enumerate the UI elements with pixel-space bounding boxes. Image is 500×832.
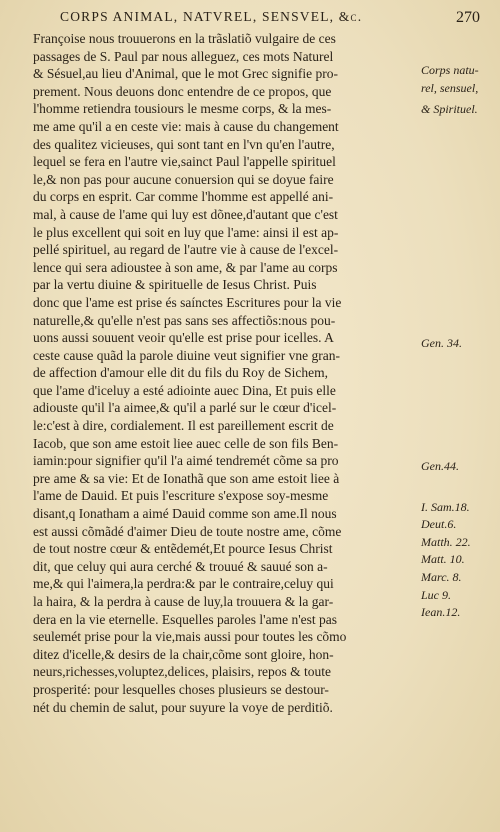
text-line: ditez d'icelle,& desirs de la chair,cõme sont gloire, hon-	[33, 646, 334, 662]
text-line: des qualitez vicieuses, qui sont tant en l'vn qu'en l'autre,	[33, 136, 335, 152]
text-line: naturelle,& qu'elle n'est pas sans ses affectiõs:nous pou-	[33, 312, 336, 328]
body-text	[33, 30, 418, 716]
text-line: iamin:pour signifier qu'il l'a aimé tendremét cõme sa pro	[33, 453, 339, 469]
text-line: Françoise nous trouuerons en la trãslatiõ vulgaire de ces	[33, 31, 336, 46]
margin-note: & Spirituel.	[421, 101, 478, 116]
text-line: l'ame de Dauid. Et puis l'escriture s'expose soy-mesme	[33, 488, 329, 504]
page-header	[60, 9, 480, 31]
margin-note: Luc 9.	[421, 587, 451, 602]
text-line: mal, à cause de l'ame qui luy est dõnee,d'autant que c'est	[33, 206, 338, 222]
text-line: pre ame & sa vie: Et de Ionathã que son ame estoit liee à	[33, 470, 340, 486]
text-line: de tout nostre cœur & entẽdemét,Et pource Iesus Christ	[33, 541, 333, 557]
text-line: du corps en esprit. Car comme l'homme est appellé ani-	[33, 189, 334, 205]
text-line: prosperité: pour lesquelles choses plusieurs se destour-	[33, 681, 329, 697]
text-line: adiouste qu'il l'a aimee,& qu'il a parlé sur le cœur d'icel-	[33, 400, 337, 416]
text-line: me ame qu'il a en ceste vie: mais à cause du changement	[33, 118, 339, 134]
text-line: uons aussi souuent veoir qu'elle est prise pour icelles. A	[33, 330, 334, 346]
margin-note: Matth. 22.	[421, 534, 471, 549]
text-line: me,& qui l'aimera,la perdra:& par le contraire,celuy qui	[33, 576, 334, 592]
text-line: seulemét prise pour la vie,mais aussi pour toutes les cõmo	[33, 629, 347, 645]
text-line: passages de S. Paul par nous alleguez, ces mots Naturel	[33, 48, 334, 64]
margin-note: Iean.12.	[421, 605, 461, 620]
running-head: CORPS ANIMAL, NATVREL, SENSVEL, &c.	[60, 9, 363, 24]
margin-note: Gen. 34.	[421, 336, 462, 350]
text-line: lence qui sera adioustee à son ame, & par l'ame au corps	[33, 259, 338, 275]
text-line: ceste cause quãd la parole diuine veut signifier vne gran-	[33, 347, 340, 363]
text-line: Iacob, que son ame estoit liee auec celle de son fils Ben-	[33, 435, 339, 451]
text-line: est aussi cõmãdé d'aimer Dieu de toute nostre ame, cõme	[33, 523, 342, 539]
text-line: lequel se fera en l'autre vie,sainct Paul l'appelle spirituel	[33, 154, 336, 170]
text-line: par la vertu diuine & spirituelle de Iesus Christ. Puis	[33, 277, 317, 293]
margin-note: Deut.6.	[421, 517, 457, 532]
text-line: le plus excellent qui soit en luy que l'ame: ainsi il est ap-	[33, 224, 339, 240]
text-line: que l'ame d'iceluy a esté adiointe auec Dina, Et puis elle	[33, 382, 336, 398]
text-line: de affection d'amour elle dit du fils du Roy de Sichem,	[33, 365, 328, 381]
margin-note: Gen.44.	[421, 459, 459, 474]
text-line: dit, que celuy qui aura cerché & trouué & sauué son a-	[33, 558, 328, 574]
margin-note: Marc. 8.	[421, 570, 462, 585]
text-line: dera en la vie eternelle. Esquelles paroles l'ame n'est pas	[33, 611, 337, 627]
text-line: donc que l'ame est prise és saínctes Escritures pour la vie	[33, 294, 342, 310]
text-line: la haira, & la perdra à cause de luy,la trouuera & la gar-	[33, 594, 334, 609]
text-line: nét du chemin de salut, pour suyure la voye de perditiõ.	[33, 699, 333, 715]
margin-note: I. Sam.18.	[421, 499, 470, 514]
text-line: neurs,richesses,voluptez,delices, plaisirs, repos & toute	[33, 664, 332, 680]
text-line: le,& non pas pour aucune conuersion qui se doyue faire	[33, 171, 334, 187]
text-line: l'homme retiendra tousiours le mesme corps, & la mes-	[33, 101, 332, 117]
text-line: prement. Nous deuons donc entendre de ce propos, que	[33, 83, 332, 99]
text-line: le:c'est à dire, cordialement. Il est pareillement escrit de	[33, 418, 334, 434]
page-number: 270	[456, 9, 480, 26]
text-line: pellé spirituel, au regard de l'autre vie à cause de l'excel-	[33, 242, 339, 258]
text-line: disant,q Ionatham a aimé Dauid comme son ame.Il nous	[33, 506, 337, 522]
text-line: & Sésuel,au lieu d'Animal, que le mot Grec signifie pro-	[33, 66, 338, 82]
margin-note: Matt. 10.	[421, 552, 465, 567]
margin-note: rel, sensuel,	[421, 80, 479, 95]
margin-note: Corps natu-	[421, 63, 479, 78]
